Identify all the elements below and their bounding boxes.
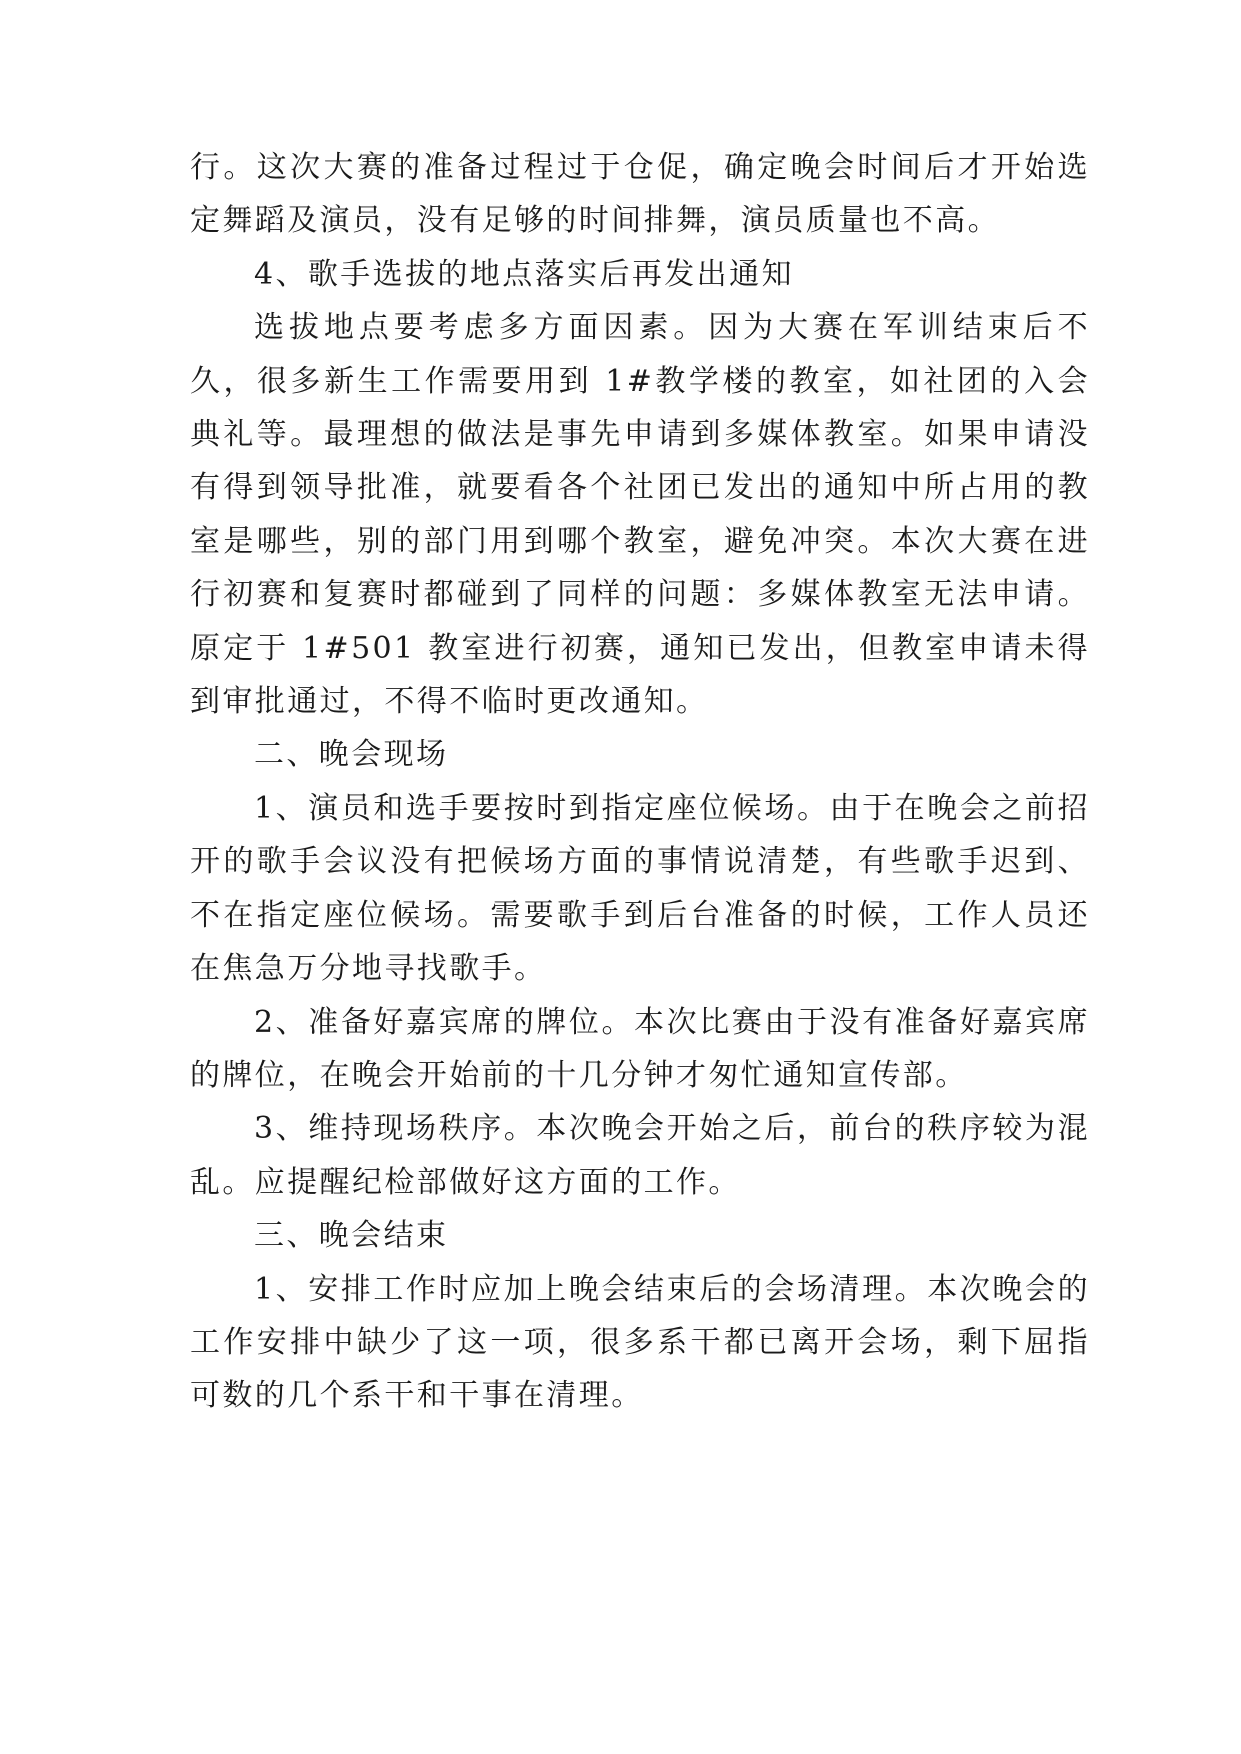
section-heading-singer-selection: 4、歌手选拔的地点落实后再发出通知 — [254, 256, 794, 292]
section-heading-event-end: 三、晚会结束 — [254, 1218, 449, 1254]
document-body — [190, 141, 1090, 1423]
paragraph-continuation: 行。这次大赛的准备过程过于仓促，确定晚会时间后才开始选定舞蹈及演员，没有足够的时间排舞，演员质量也不高。 — [190, 150, 1090, 239]
section-heading-event-site: 二、晚会现场 — [254, 737, 449, 773]
paragraph-venue-cleanup: 1、安排工作时应加上晚会结束后的会场清理。本次晚会的工作安排中缺少了这一项，很多系干都已离开会场，剩下屈指可数的几个系干和干事在清理。 — [190, 1271, 1090, 1414]
paragraph-selection-location: 选拔地点要考虑多方面因素。因为大赛在军训结束后不久，很多新生工作需要用到 1#教学楼的教室，如社团的入会典礼等。最理想的做法是事先申请到多媒体教室。如果申请没有得到领导批准，就要看各个社团已发出的通知中所占用的教室是哪些，别的部门用到哪个教室，避免冲突。本次大赛在进行初赛和复赛时都碰到了同样的问题：多媒体教室无法申请。原定于 1#501 教室进行初赛，通知已发出，但教室申请未得到审批通过，不得不临时更改通知。 — [190, 310, 1090, 720]
paragraph-performers-seating: 1、演员和选手要按时到指定座位候场。由于在晚会之前招开的歌手会议没有把候场方面的事情说清楚，有些歌手迟到、不在指定座位候场。需要歌手到后台准备的时候，工作人员还在焦急万分地寻找歌手。 — [190, 790, 1090, 987]
paragraph-order-maintenance: 3、维持现场秩序。本次晚会开始之后，前台的秩序较为混乱。应提醒纪检部做好这方面的工作。 — [190, 1111, 1090, 1200]
paragraph-guest-placards: 2、准备好嘉宾席的牌位。本次比赛由于没有准备好嘉宾席的牌位，在晚会开始前的十几分钟才匆忙通知宣传部。 — [190, 1004, 1090, 1093]
